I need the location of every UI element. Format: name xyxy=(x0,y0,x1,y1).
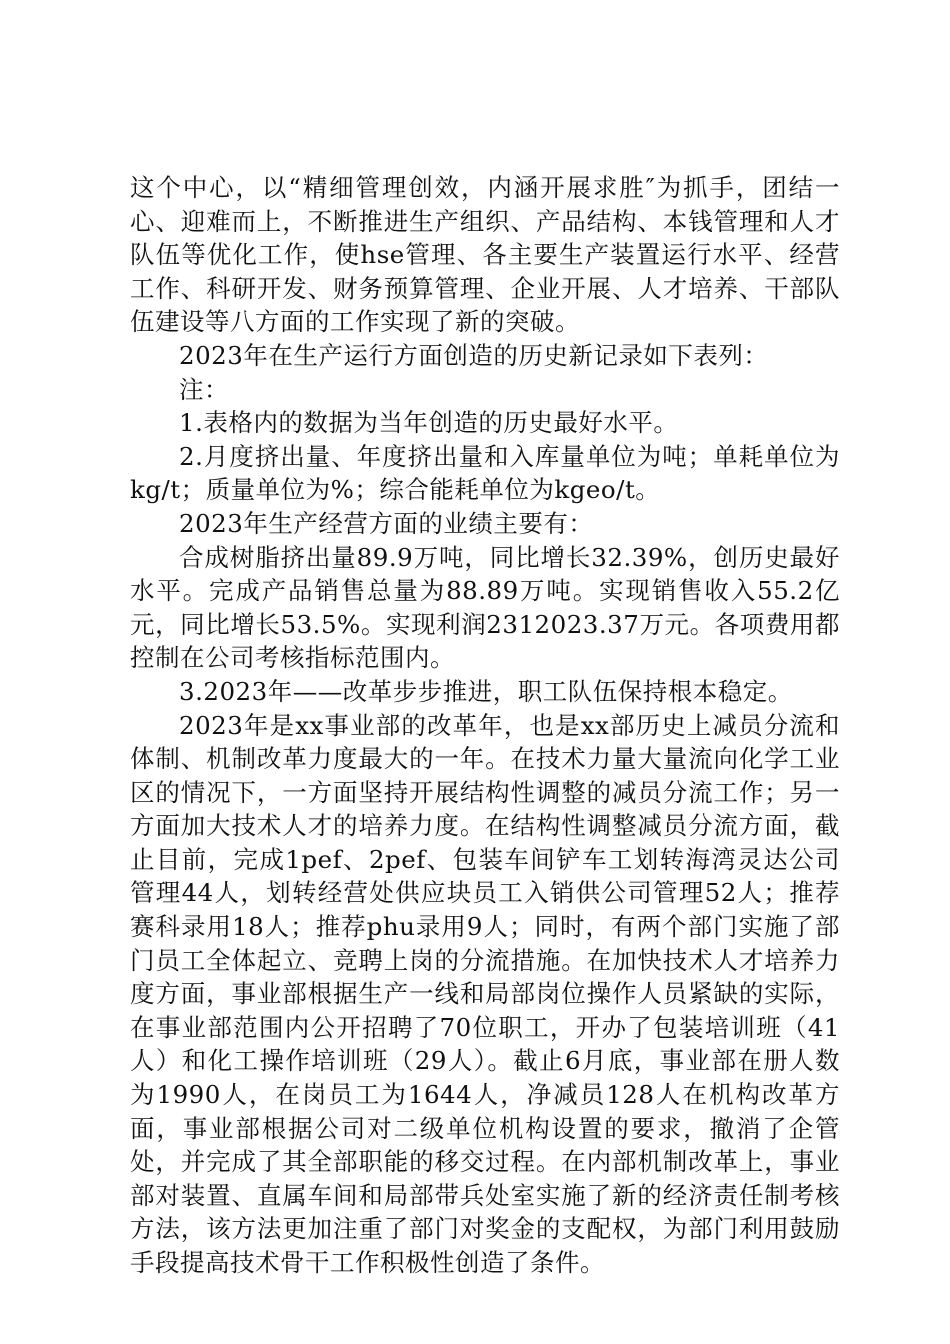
paragraph-note-2: 2.月度挤出量、年度挤出量和入库量单位为吨；单耗单位为kg/t；质量单位为%；综合能耗单位为kgeo/t。 xyxy=(130,441,840,505)
paragraph-intro-continuation: 这个中心，以“精细管理创效，内涵开展求胜″为抓手，团结一心、迎难而上，不断推进生产组织、产品结构、本钱管理和人才队伍等优化工作，使hse管理、各主要生产装置运行水平、经营工作、科研开发、财务预算管理、企业开展、人才培养、干部队伍建设等八方面的工作实现了新的突破。 xyxy=(130,173,840,337)
paragraph-business-results: 合成树脂挤出量89.9万吨，同比增长32.39%，创历史最好水平。完成产品销售总量为88.89万吨。实现销售收入55.2亿元，同比增长53.5%。实现利润2312023.37万元。各项费用都控制在公司考核指标范围内。 xyxy=(130,542,840,673)
paragraph-note-heading: 注： xyxy=(179,374,229,404)
paragraph-production-records: 2023年在生产运行方面创造的历史新记录如下表列： xyxy=(179,340,769,370)
document-body xyxy=(130,171,840,1280)
paragraph-business-results-heading: 2023年生产经营方面的业绩主要有： xyxy=(179,508,594,538)
paragraph-section-3-heading: 3.2023年——改革步步推进，职工队伍保持根本稳定。 xyxy=(179,676,793,706)
paragraph-note-1: 1.表格内的数据为当年创造的历史最好水平。 xyxy=(179,408,679,438)
paragraph-reform-details: 2023年是xx事业部的改革年，也是xx部历史上减员分流和体制、机制改革力度最大的一年。在技术力量大量流向化学工业区的情况下，一方面坚持开展结构性调整的减员分流工作；另一方面加大技术人才的培养力度。在结构性调整减员分流方面，截止目前，完成1pef、2pef、包装车间铲车工划转海湾灵达公司管理44人，划转经营处供应块员工入销供公司管理52人；推荐赛科录用18人；推荐phu录用9人；同时，有两个部门实施了部门员工全体起立、竞聘上岗的分流措施。在加快技术人才培养力度方面，事业部根据生产一线和局部岗位操作人员紧缺的实际，在事业部范围内公开招聘了70位职工，开办了包装培训班（41人）和化工操作培训班（29人）。截止6月底，事业部在册人数为1990人，在岗员工为1644人，净减员128人在机构改革方面，事业部根据公司对二级单位机构设置的要求，撤消了企管处，并完成了其全部职能的移交过程。在内部机制改革上，事业部对装置、直属车间和局部带兵处室实施了新的经济责任制考核方法，该方法更加注重了部门对奖金的支配权，为部门利用鼓励手段提高技术骨干工作积极性创造了条件。 xyxy=(130,710,840,1277)
